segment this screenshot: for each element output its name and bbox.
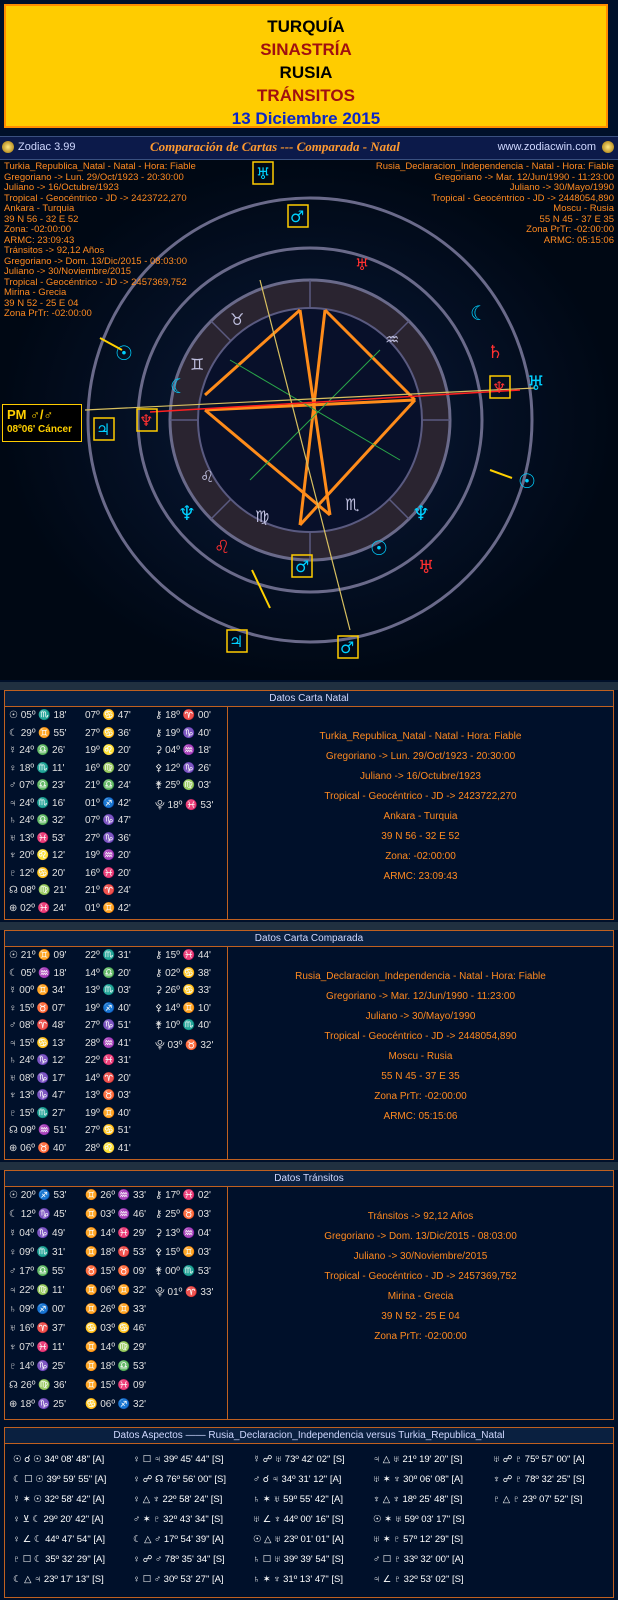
svg-text:♆: ♆ — [139, 411, 154, 430]
aspect-cell: ♂ ☌ ♃ 34º 31' 12" [A] — [253, 1474, 342, 1485]
title-country-1: TURQUÍA — [267, 17, 345, 36]
position-row — [5, 742, 227, 760]
position-row — [5, 1225, 227, 1244]
aspect-cell: ♀ ☍ ☊ 76º 56' 00" [S] — [133, 1474, 226, 1485]
position-cell: ♉ 15º ♉ 09' — [85, 1266, 147, 1277]
position-cell: ♄ 24º ♑ 12' — [9, 1055, 66, 1066]
title-transits: TRÁNSITOS — [257, 86, 355, 105]
position-cell: 21º ♎ 24' — [85, 780, 131, 791]
position-row — [5, 1358, 227, 1377]
comparada-panel — [4, 930, 614, 1160]
position-cell: ⚴ 12º ♑ 26' — [155, 762, 211, 774]
position-cell: 19º ♊ 40' — [85, 1107, 131, 1119]
info-line: Gregoriano -> Lun. 29/Oct/1923 - 20:30:00 — [325, 751, 516, 762]
position-cell: 14º ♈ 20' — [85, 1072, 131, 1084]
natal-info — [228, 707, 613, 919]
aspect-cell: ☾ △ ♃ 23º 17' 13" [S] — [13, 1574, 104, 1585]
info-line: Juliano -> 30/Noviembre/2015 — [353, 1251, 488, 1262]
position-cell: 27º ♑ 51' — [85, 1020, 131, 1031]
svg-text:☾: ☾ — [170, 374, 188, 398]
position-cell: ⚷ 17º ♓ 02' — [155, 1190, 211, 1201]
info-line: 55 N 45 - 37 E 35 — [381, 1071, 460, 1082]
pm-box — [2, 404, 82, 442]
position-row — [5, 777, 227, 795]
info-line: Tropical - Geocéntrico - JD -> 2457369,752 — [324, 1271, 517, 1282]
svg-text:☾: ☾ — [470, 301, 488, 325]
position-cell: ⚷ 18º ♈ 00' — [155, 710, 211, 721]
position-cell: ⚳ 13º ♒ 04' — [155, 1228, 211, 1239]
position-cell: ⚳ 26º ♋ 33' — [155, 985, 211, 996]
aspect-cell: ♅ ✶ ♆ 30º 06' 08" [A] — [373, 1474, 464, 1485]
title-box — [4, 4, 608, 128]
aspect-cell: ☾ ☐ ☉ 39º 59' 55" [A] — [13, 1474, 107, 1485]
svg-text:♒: ♒ — [385, 330, 400, 349]
svg-text:♂: ♂ — [295, 557, 310, 576]
app-logo-icon-right — [602, 141, 614, 153]
info-line: Rusia_Declaracion_Independencia - Natal - Hora: Fiable — [295, 971, 546, 982]
svg-text:☉: ☉ — [370, 536, 388, 560]
aspect-cell: ♇ △ ♇ 23º 07' 52" [S] — [493, 1494, 583, 1505]
separator — [0, 1162, 618, 1170]
info-line: Ankara - Turquia — [383, 811, 458, 822]
separator — [0, 682, 618, 690]
info-line: Zona PrTr: -02:00:00 — [374, 1331, 467, 1342]
position-cell: ☉ 20º ♐ 53' — [9, 1190, 67, 1201]
info-line: Moscu - Rusia — [388, 1051, 453, 1062]
aspect-cell: ♀ ☐ ♂ 30º 53' 27" [A] — [133, 1574, 224, 1585]
position-row — [5, 1122, 227, 1140]
position-cell: ⚵ 00º ♏ 53' — [155, 1266, 211, 1277]
position-cell: ♂ 17º ♎ 55' — [9, 1266, 66, 1277]
position-cell: ♄ 24º ♎ 32' — [9, 815, 66, 826]
position-cell: ♀ 09º ♏ 31' — [9, 1247, 66, 1258]
position-cell: ☊ 26º ♍ 36' — [9, 1380, 67, 1391]
position-cell: ♊ 26º ♊ 33' — [85, 1304, 147, 1315]
position-row — [5, 1301, 227, 1320]
position-row — [5, 1377, 227, 1396]
position-cell: ⯓ 01º ♈ 33' — [155, 1287, 214, 1298]
position-row — [5, 1070, 227, 1088]
position-row — [5, 1035, 227, 1053]
position-row — [5, 847, 227, 865]
aspect-cell: ♀ ☍ ♂ 78º 35' 34" [S] — [133, 1554, 225, 1565]
comparada-panel-header: Datos Carta Comparada — [5, 931, 613, 947]
position-cell: 28º ♒ 41' — [85, 1037, 131, 1049]
aspect-cell: ♂ ✶ ♇ 32º 43' 34" [S] — [133, 1514, 224, 1525]
title-synastry: SINASTRÍA — [260, 40, 352, 59]
position-row — [5, 1140, 227, 1158]
natal-panel — [4, 690, 614, 920]
position-cell: ♀ 15º ♉ 07' — [9, 1002, 66, 1014]
aspect-cell: ♃ △ ♅ 21º 19' 20" [S] — [373, 1454, 463, 1465]
app-version: Zodiac 3.99 — [18, 141, 76, 153]
position-cell: ⯓ 03º ♉ 32' — [155, 1039, 214, 1051]
position-cell: ⚴ 14º ♊ 10' — [155, 1002, 211, 1014]
svg-text:☉: ☉ — [115, 341, 133, 365]
position-cell: ☊ 09º ♒ 51' — [9, 1125, 67, 1136]
position-cell: ⚳ 04º ♒ 18' — [155, 745, 211, 756]
position-cell: ♃ 24º ♏ 16' — [9, 797, 66, 809]
aspect-cell: ♄ ✶ ♆ 31º 13' 47" [S] — [253, 1574, 344, 1585]
svg-text:♌: ♌ — [214, 537, 231, 558]
position-cell: 19º ♐ 40' — [85, 1002, 131, 1014]
info-line: Tropical - Geocéntrico - JD -> 2423722,270 — [324, 791, 517, 802]
aspect-cell: ☉ △ ♅ 23º 01' 01" [A] — [253, 1534, 344, 1545]
position-cell: 22º ♓ 31' — [85, 1055, 131, 1066]
aspect-cell: ♅ ✶ ♇ 57º 12' 29" [S] — [373, 1534, 464, 1545]
svg-text:♍: ♍ — [255, 507, 270, 526]
aspect-cell: ♀ ⊻ ☾ 29º 20' 42" [A] — [13, 1514, 104, 1525]
separator — [0, 922, 618, 930]
position-cell: ☾ 29º ♊ 55' — [9, 727, 67, 739]
position-cell: ♊ 26º ♒ 33' — [85, 1190, 147, 1201]
svg-text:♄: ♄ — [487, 342, 504, 363]
natal-panel-header: Datos Carta Natal — [5, 691, 613, 707]
position-cell: ☿ 04º ♑ 49' — [9, 1228, 66, 1239]
aspect-cell: ♅ ∠ ♆ 44º 00' 16" [S] — [253, 1514, 344, 1525]
info-line: Turkia_Republica_Natal - Natal - Hora: Fiable — [319, 731, 522, 742]
position-cell: 14º ♎ 20' — [85, 967, 131, 979]
position-cell: 22º ♏ 31' — [85, 950, 131, 961]
transitos-info — [228, 1187, 613, 1419]
position-cell: ♇ 12º ♋ 20' — [9, 867, 66, 879]
position-cell: 13º ♉ 03' — [85, 1090, 131, 1101]
position-row — [5, 947, 227, 965]
info-line: 39 N 56 - 32 E 52 — [381, 831, 460, 842]
info-line: ARMC: 05:15:06 — [383, 1111, 458, 1122]
position-cell: ♇ 14º ♑ 25' — [9, 1361, 66, 1372]
position-cell: ♋ 03º ♋ 46' — [85, 1323, 147, 1334]
position-cell: ♊ 14º ♍ 29' — [85, 1342, 147, 1353]
position-cell: ☾ 05º ♒ 18' — [9, 967, 67, 979]
aspect-cell: ☾ △ ♂ 17º 54' 39" [A] — [133, 1534, 224, 1545]
position-row — [5, 1087, 227, 1105]
position-cell: 19º ♌ 20' — [85, 745, 131, 756]
position-cell: 16º ♓ 20' — [85, 867, 131, 879]
aspect-cell: ♄ ☐ ♅ 39º 39' 54" [S] — [253, 1554, 344, 1565]
position-cell: ♄ 09º ♐ 00' — [9, 1304, 66, 1315]
aspect-cell: ♀ △ ♆ 22º 58' 24" [S] — [133, 1494, 223, 1505]
position-cell: ⚷ 19º ♑ 40' — [155, 727, 211, 739]
svg-text:♃: ♃ — [96, 420, 111, 439]
svg-text:♆: ♆ — [178, 501, 196, 525]
app-bar — [0, 136, 618, 160]
position-cell: ♅ 08º ♑ 17' — [9, 1072, 66, 1084]
svg-text:♅: ♅ — [355, 255, 370, 274]
position-cell: ⚴ 15º ♊ 03' — [155, 1247, 211, 1258]
transitos-positions — [5, 1187, 228, 1419]
position-cell: ⊕ 02º ♓ 24' — [9, 902, 66, 914]
position-cell: ♅ 13º ♓ 53' — [9, 832, 66, 844]
position-cell: ♊ 18º ♎ 53' — [85, 1361, 147, 1372]
position-cell: ♀ 18º ♏ 11' — [9, 762, 65, 774]
svg-text:♅: ♅ — [418, 557, 435, 578]
aspect-cell: ♆ △ ♆ 18º 25' 48" [S] — [373, 1494, 463, 1505]
position-cell: ☿ 00º ♊ 34' — [9, 985, 66, 996]
info-line: Tránsitos -> 92,12 Años — [367, 1211, 474, 1222]
position-row — [5, 707, 227, 725]
position-cell: 01º ♊ 42' — [85, 902, 131, 914]
svg-text:♃: ♃ — [229, 632, 244, 651]
comparada-info — [228, 947, 613, 1159]
transitos-panel-header: Datos Tránsitos — [5, 1171, 613, 1187]
aspects-panel — [4, 1427, 614, 1598]
svg-text:♉: ♉ — [230, 310, 245, 329]
info-line: Zona: -02:00:00 — [385, 851, 456, 862]
info-line: 39 N 52 - 25 E 04 — [381, 1311, 460, 1322]
chart-wheel-area — [0, 160, 618, 680]
aspect-cell: ♃ ∠ ♇ 32º 53' 02" [S] — [373, 1574, 464, 1585]
position-row — [5, 1320, 227, 1339]
position-cell: ♅ 16º ♈ 37' — [9, 1323, 66, 1334]
position-row — [5, 725, 227, 743]
position-cell: 19º ♒ 20' — [85, 850, 131, 861]
app-url[interactable]: www.zodiacwin.com — [497, 141, 596, 153]
position-cell: 28º ♌ 41' — [85, 1142, 131, 1154]
app-logo-icon — [2, 141, 14, 153]
position-cell: ☉ 21º ♊ 09' — [9, 950, 67, 961]
position-cell: ♂ 08º ♈ 48' — [9, 1020, 66, 1031]
position-cell: ⯓ 18º ♓ 53' — [155, 799, 214, 811]
position-cell: 27º ♋ 36' — [85, 727, 131, 739]
position-cell: ⚷ 02º ♋ 38' — [155, 967, 211, 979]
position-cell: 07º ♋ 47' — [85, 710, 131, 721]
position-cell: ♆ 20º ♌ 12' — [9, 850, 66, 861]
position-cell: 13º ♏ 03' — [85, 985, 131, 996]
info-line: Gregoriano -> Dom. 13/Dic/2015 - 08:03:00 — [324, 1231, 517, 1242]
position-row — [5, 795, 227, 813]
svg-text:♌: ♌ — [200, 467, 215, 486]
position-row — [5, 1105, 227, 1123]
aspect-cell: ☉ ☌ ☉ 34º 08' 48" [A] — [13, 1454, 105, 1465]
position-cell: ♊ 03º ♒ 46' — [85, 1209, 147, 1220]
svg-text:☉: ☉ — [518, 469, 536, 493]
position-row — [5, 1282, 227, 1301]
svg-text:♆: ♆ — [412, 501, 430, 525]
aspect-cell: ♀ ∠ ☾ 44º 47' 54" [A] — [13, 1534, 105, 1545]
transitos-panel — [4, 1170, 614, 1420]
position-cell: 27º ♑ 36' — [85, 832, 131, 844]
title-country-2: RUSIA — [279, 63, 333, 82]
svg-text:♂: ♂ — [290, 207, 305, 226]
position-row — [5, 830, 227, 848]
svg-text:♂: ♂ — [340, 638, 355, 657]
info-line: Zona PrTr: -02:00:00 — [374, 1091, 467, 1102]
position-cell: ♂ 07º ♎ 23' — [9, 780, 66, 791]
position-cell: 16º ♍ 20' — [85, 762, 131, 774]
position-row — [5, 1339, 227, 1358]
position-cell: ♆ 13º ♑ 47' — [9, 1090, 66, 1101]
position-row — [5, 982, 227, 1000]
aspect-cell: ♂ ☐ ♇ 33º 32' 00" [A] — [373, 1554, 464, 1565]
position-row — [5, 1244, 227, 1263]
app-title: Comparación de Cartas --- Comparada - Natal — [150, 139, 400, 154]
aspect-cell: ♄ ✶ ♅ 59º 55' 42" [A] — [253, 1494, 344, 1505]
position-row — [5, 1206, 227, 1225]
position-cell: ⊕ 18º ♑ 25' — [9, 1399, 66, 1410]
position-cell: ♇ 15º ♏ 27' — [9, 1107, 66, 1119]
position-cell: ♊ 15º ♓ 09' — [85, 1380, 147, 1391]
position-cell: ⚵ 25º ♍ 03' — [155, 780, 211, 791]
svg-text:♊: ♊ — [190, 355, 205, 374]
position-row — [5, 965, 227, 983]
svg-text:♅: ♅ — [256, 164, 271, 183]
position-cell: ⚷ 25º ♉ 03' — [155, 1209, 211, 1220]
aspect-cell: ♀ ☐ ♃ 39º 45' 44" [S] — [133, 1454, 224, 1465]
position-cell: ♊ 06º ♊ 32' — [85, 1285, 147, 1296]
svg-text:♏: ♏ — [345, 495, 360, 514]
position-row — [5, 760, 227, 778]
position-cell: ☿ 24º ♎ 26' — [9, 745, 66, 756]
pm-label: PM ♂/♂ — [7, 407, 54, 422]
info-line: Mirina - Grecia — [387, 1291, 454, 1302]
position-cell: ♋ 06º ♐ 32' — [85, 1399, 147, 1410]
natal-transit-info: Turkia_Republica_Natal - Natal - Hora: Fiable Gregoriano -> Lun. 29/Oct/1923 - 20:30:00 Juliano -> 16/Octubre/1923 Tropical - Geocéntrico - JD -> 2423722,270 Ankara - Turquia 39 N 56 - 32 E 52 Zona: -02:00:00 ARMC: 23:09:43 Tránsitos -> 92,12 Años Gregoriano -> Dom. 13/Dic/2015 - 08:03:00 Juliano -> 30/Noviembre/2015 Tropical - Geocéntrico - JD -> 2457369,752 Mirina - Grecia 39 N 52 - 25 E 04 Zona PrTr: -02:00:00 — [4, 161, 196, 319]
position-cell: ⚷ 15º ♓ 44' — [155, 950, 211, 961]
aspect-cell: ☉ ✶ ♅ 59º 03' 17" [S] — [373, 1514, 465, 1525]
title-date: 13 Diciembre 2015 — [231, 109, 381, 128]
position-row — [5, 882, 227, 900]
svg-text:♅: ♅ — [527, 371, 545, 395]
position-cell: 27º ♋ 51' — [85, 1125, 131, 1136]
position-cell: ♊ 14º ♓ 29' — [85, 1228, 147, 1239]
position-row — [5, 1263, 227, 1282]
info-line: Tropical - Geocéntrico - JD -> 2448054,890 — [324, 1031, 517, 1042]
svg-text:♆: ♆ — [492, 378, 507, 397]
info-line: Juliano -> 30/Mayo/1990 — [365, 1011, 476, 1022]
position-row — [5, 900, 227, 918]
aspect-cell: ☿ ☍ ♅ 73º 42' 02" [S] — [253, 1454, 345, 1465]
position-row — [5, 812, 227, 830]
info-line: ARMC: 23:09:43 — [383, 871, 458, 882]
position-cell: ♆ 07º ♓ 11' — [9, 1342, 65, 1353]
aspects-header: Datos Aspectos —— Rusia_Declaracion_Independencia versus Turkia_Republica_Natal — [5, 1428, 613, 1444]
comparada-positions — [5, 947, 228, 1159]
position-cell: ⚵ 10º ♏ 40' — [155, 1020, 211, 1031]
position-cell: ⊕ 06º ♉ 40' — [9, 1142, 66, 1154]
position-cell: ☾ 12º ♑ 45' — [9, 1209, 67, 1220]
info-line: Juliano -> 16/Octubre/1923 — [360, 771, 481, 782]
position-cell: ☊ 08º ♍ 21' — [9, 885, 67, 896]
position-row — [5, 1187, 227, 1206]
position-cell: 01º ♐ 42' — [85, 797, 131, 809]
natal-positions — [5, 707, 228, 919]
position-cell: ♊ 18º ♈ 53' — [85, 1247, 147, 1258]
aspect-cell: ♇ ☐ ☾ 35º 32' 29" [A] — [13, 1554, 105, 1565]
info-line: Gregoriano -> Mar. 12/Jun/1990 - 11:23:00 — [325, 991, 516, 1002]
position-cell: 07º ♑ 47' — [85, 815, 131, 826]
position-cell: 21º ♈ 24' — [85, 885, 131, 896]
position-cell: ♃ 15º ♋ 13' — [9, 1037, 66, 1049]
aspect-cell: ♆ ☍ ♇ 78º 32' 25" [S] — [493, 1474, 585, 1485]
position-cell: ☉ 05º ♏ 18' — [9, 710, 67, 721]
aspect-cell: ♅ ☍ ♇ 75º 57' 00" [A] — [493, 1454, 585, 1465]
position-row — [5, 1017, 227, 1035]
pm-position: 08º06' Cáncer — [7, 424, 72, 435]
comparada-info: Rusia_Declaracion_Independencia - Natal - Hora: Fiable Gregoriano -> Mar. 12/Jun/1990 - 11:23:00 Juliano -> 30/Mayo/1990 Tropical - Geocéntrico - JD -> 2448054,890 Moscu - Rusia 55 N 45 - 37 E 35 Zona PrTr: -02:00:00 ARMC: 05:15:06 — [375, 161, 614, 246]
position-row — [5, 1396, 227, 1415]
position-cell: ♃ 22º ♍ 11' — [9, 1285, 65, 1296]
position-row — [5, 1052, 227, 1070]
position-row — [5, 1000, 227, 1018]
aspect-cell: ☿ ✶ ☉ 32º 58' 42" [A] — [13, 1494, 105, 1505]
position-row — [5, 865, 227, 883]
